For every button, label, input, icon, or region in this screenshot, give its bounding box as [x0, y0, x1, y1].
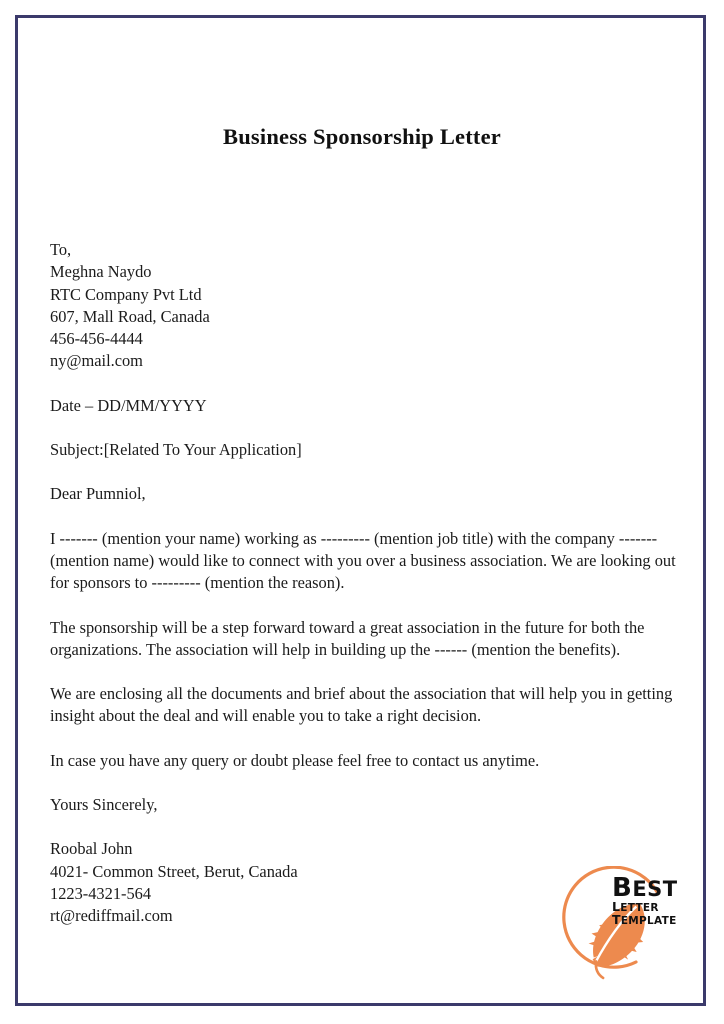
recipient-email: ny@mail.com [50, 351, 143, 371]
recipient-to-label: To, [50, 240, 72, 259]
recipient-name: Meghna Naydo [50, 262, 152, 282]
logo-tagline-cap-1: L [612, 899, 621, 914]
greeting-line: Dear Pumniol, [50, 484, 146, 504]
page-title: Business Sponsorship Letter [223, 124, 501, 149]
logo-wordmark-cap: B [612, 873, 633, 903]
brand-logo [556, 856, 696, 988]
logo-tagline-rest-1: ETTER [620, 902, 659, 914]
recipient-company: RTC Company Pvt Ltd [50, 284, 202, 304]
date-line: Date – DD/MM/YYYY [50, 395, 207, 415]
letter-body [50, 239, 678, 950]
recipient-phone: 456-456-4444 [50, 329, 143, 349]
body-paragraph-4: In case you have any query or doubt please feel free to contact us anytime. [50, 750, 540, 770]
logo-tagline-rest-2: EMPLATE [620, 914, 677, 927]
body-paragraph-1: I ------- (mention your name) working as --------- (mention job title) with the company -------(mention name) would like to connect with you over a business association. We are looking out for sponsors to --------- (mention the reason). [50, 528, 680, 593]
sender-phone: 1223-4321-564 [50, 883, 152, 903]
logo-tagline-cap-2: T [612, 911, 621, 927]
closing-line: Yours Sincerely, [50, 795, 158, 815]
sender-address: 4021- Common Street, Berut, Canada [50, 861, 298, 881]
logo-wordmark [612, 875, 678, 901]
logo-wordmark-rest: EST [632, 877, 678, 901]
recipient-block [50, 239, 678, 373]
body-paragraph-3: We are enclosing all the documents and brief about the association that will help you in getting insight about the deal and will enable you to take a right decision. [50, 684, 677, 726]
recipient-address: 607, Mall Road, Canada [50, 306, 210, 326]
body-paragraph-2: The sponsorship will be a step forward toward a great association in the future for both the organizations. The association will help in building up the ------ (mention the benefits). [50, 617, 649, 659]
logo-tagline [612, 901, 696, 926]
sender-email: rt@rediffmail.com [50, 906, 173, 926]
sender-name: Roobal John [50, 839, 133, 859]
subject-line: Subject:[Related To Your Application] [50, 440, 302, 460]
